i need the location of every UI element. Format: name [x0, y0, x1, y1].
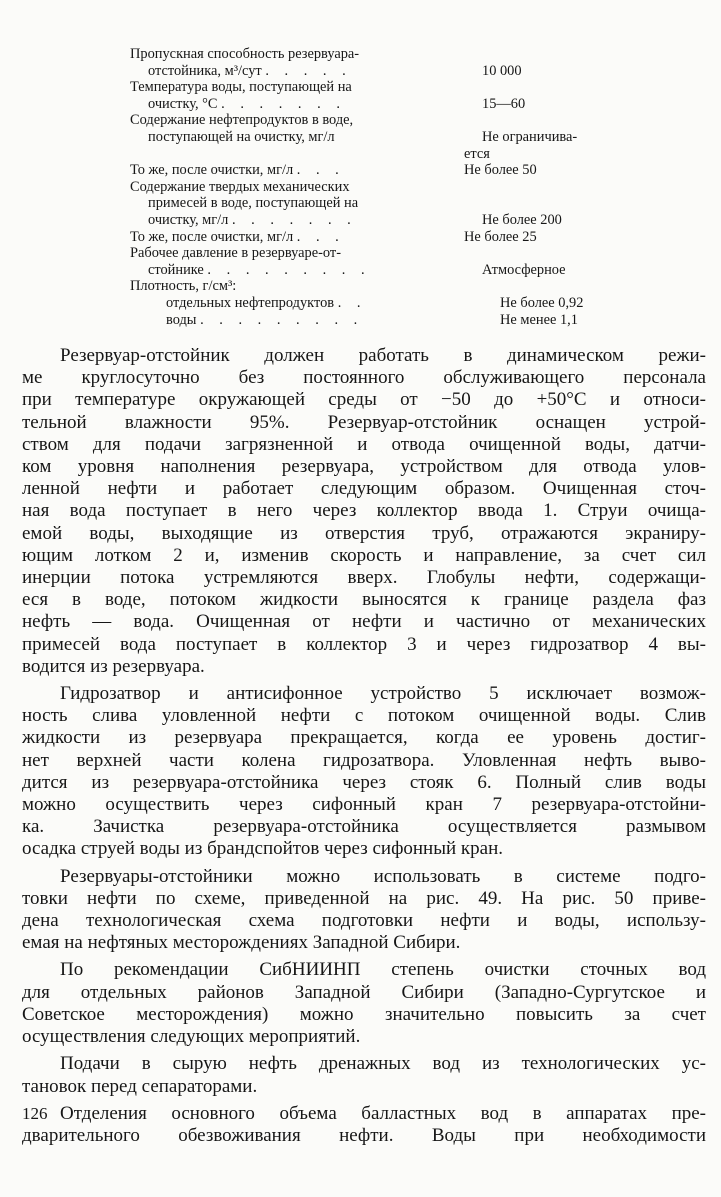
body-line: Советское месторождения) можно значительно повысить за счет: [22, 1003, 706, 1025]
spec-label-cont: очистку, °С . . . . . . .: [148, 95, 346, 112]
body-line: емая на нефтяных месторождениях Западной Сибири.: [22, 932, 461, 954]
spec-row-pressure: [130, 245, 600, 262]
body-line: еся в воде, потоком жидкости выносятся к границе раздела фаз: [22, 589, 706, 611]
body-text: [22, 345, 706, 1147]
leader-dots: . . . . . . . . .: [200, 311, 364, 328]
spec-row-solids: [130, 179, 600, 196]
body-line: Резервуар-отстойник должен работать в динамическом режи-: [60, 345, 706, 366]
body-line: для отдельных районов Западной Сибири (Западно-Сургутское и: [22, 981, 706, 1003]
leader-dots: . . . . . . . . .: [207, 261, 371, 278]
body-line: осадка струей воды из брандспойтов через сифонный кран.: [22, 838, 503, 860]
body-line: дварительного обезвоживания нефти. Воды при необходимости: [22, 1124, 706, 1146]
spec-value: Не менее 1,1: [500, 311, 578, 328]
spec-label: Рабочее давление в резервуаре-от-: [130, 245, 341, 262]
body-line: дена технологическая схема подготовки нефти и воды, использу-: [22, 910, 706, 932]
spec-row-capacity: [130, 46, 600, 63]
body-line: товки нефти по схеме, приведенной на рис. 49. На рис. 50 приве-: [22, 887, 706, 909]
spec-label: отдельных нефтепродуктов . .: [166, 294, 367, 311]
spec-value: 15—60: [482, 95, 526, 112]
body-line: ме круглосуточно без постоянного обслуживающего персонала: [22, 367, 706, 389]
page-number: 126: [22, 1104, 48, 1123]
body-line: инерции потока устремляются вверх. Глобулы нефти, содержащи-: [22, 567, 706, 589]
body-line: нет верхней части колена гидрозатвора. Уловленная нефть выво-: [22, 749, 706, 771]
spec-row-density: [130, 278, 600, 295]
spec-value: Атмосферное: [482, 261, 566, 278]
leader-dots: . .: [337, 294, 367, 311]
spec-value-cont: ется: [464, 145, 490, 162]
spec-label-cont: примесей в воде, поступающей на: [148, 195, 359, 212]
body-line: ка. Зачистка резервуара-отстойника осуществляется размывом: [22, 816, 706, 838]
spec-label: Температура воды, поступающей на: [130, 79, 352, 96]
spec-value: Не ограничива-: [482, 128, 578, 145]
leader-dots: . . .: [296, 228, 345, 245]
body-line: тановок перед сепараторами.: [22, 1075, 258, 1097]
spec-value: Не более 50: [464, 162, 537, 179]
specifications-table: [130, 46, 600, 328]
leader-dots: . . .: [296, 162, 345, 179]
spec-label: Содержание твердых механических: [130, 178, 350, 195]
spec-label-cont: поступающей на очистку, мг/л: [148, 128, 335, 145]
body-line: можно осуществить через сифонный кран 7 резервуара-отстойни-: [22, 794, 706, 816]
spec-value: Не более 0,92: [500, 294, 584, 311]
body-line: дится из резервуара-отстойника через стояк 6. Полный слив воды: [22, 771, 706, 793]
leader-dots: . . . . . . .: [221, 95, 346, 112]
body-line: емой воды, выходящие из отверстия труб, отражаются экраниру-: [22, 522, 706, 544]
body-line: тельной влажности 95%. Резервуар-отстойник оснащен устрой-: [22, 411, 706, 433]
body-line: ством для подачи загрязненной и отвода очищенной воды, датчи-: [22, 433, 706, 455]
spec-row-oil-content: [130, 112, 600, 129]
spec-value: 10 000: [482, 62, 522, 79]
spec-row-oil-content-cont2: [130, 146, 600, 163]
spec-label-cont: очистку, мг/л . . . . . . .: [148, 211, 357, 228]
spec-label-cont: стойнике . . . . . . . . .: [148, 261, 371, 278]
body-line: ком уровня наполнения резервуара, устройством для отвода улов-: [22, 456, 706, 478]
spec-row-oil-content-cont: [130, 129, 600, 146]
spec-row-solids-after: [130, 229, 600, 246]
spec-row-density-oil: [130, 295, 600, 312]
spec-value: Не более 200: [482, 211, 562, 228]
spec-row-solids-cont: [130, 195, 600, 212]
spec-label: воды . . . . . . . . .: [166, 311, 364, 328]
spec-label: То же, после очистки, мг/л . . .: [130, 162, 345, 179]
leader-dots: . . . . . . .: [231, 211, 357, 228]
spec-row-solids-cont2: [130, 212, 600, 229]
spec-label: То же, после очистки, мг/л . . .: [130, 228, 345, 245]
body-line: нефть — вода. Очищенная от нефти и частично от механических: [22, 611, 706, 633]
spec-row-oil-after: [130, 162, 600, 179]
body-line: Отделения основного объема балластных вод в аппаратах пре-: [60, 1102, 706, 1124]
spec-row-temperature: [130, 79, 600, 96]
spec-row-temperature-cont: [130, 96, 600, 113]
spec-label: Содержание нефтепродуктов в воде,: [130, 112, 354, 129]
spec-label-cont: отстойника, м³/сут . . . . .: [148, 62, 352, 79]
body-line: при температуре окружающей среды от −50 до +50°С и относи-: [22, 389, 706, 411]
spec-label: Плотность, г/см³:: [130, 278, 237, 295]
body-line: водится из резервуара.: [22, 655, 205, 677]
body-line: примесей вода поступает в коллектор 3 и через гидрозатвор 4 вы-: [22, 633, 706, 655]
spec-label: Пропускная способность резервуара-: [130, 46, 360, 62]
spec-value: Не более 25: [464, 228, 537, 245]
body-line: Резервуары-отстойники можно использовать в системе подго-: [60, 865, 706, 887]
spec-row-capacity-cont: [130, 63, 600, 80]
body-line: жидкости из резервуара прекращается, когда ее уровень достиг-: [22, 727, 706, 749]
body-line: ленной нефти и работает следующим образом. Очищенная сточ-: [22, 478, 706, 500]
body-line: осуществления следующих мероприятий.: [22, 1026, 361, 1048]
body-line: ющим лотком 2 и, изменив скорость и направление, за счет сил: [22, 544, 706, 566]
body-line: По рекомендации СибНИИНП степень очистки сточных вод: [60, 959, 706, 981]
body-line: ная вода поступает в него через коллектор ввода 1. Струи очища-: [22, 500, 706, 522]
body-line: ность слива уловленной нефти с потоком очищенной воды. Слив: [22, 705, 706, 727]
leader-dots: . . . . .: [265, 62, 352, 79]
spec-row-pressure-cont: [130, 262, 600, 279]
spec-row-density-water: [130, 312, 600, 329]
body-line: Подачи в сырую нефть дренажных вод из технологических ус-: [60, 1053, 706, 1075]
body-line: Гидрозатвор и антисифонное устройство 5 исключает возмож-: [60, 683, 706, 705]
